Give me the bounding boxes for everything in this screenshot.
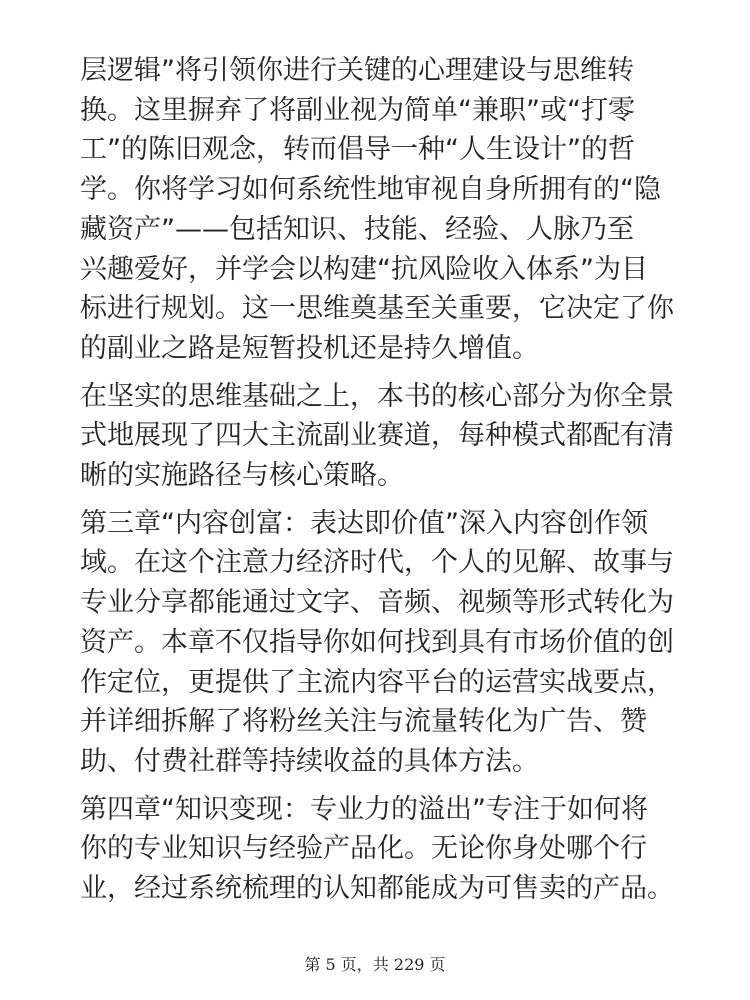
text-line: 工”的陈旧观念，转而倡导一种“人生设计”的哲 xyxy=(80,134,635,166)
text-line: 换。这里摒弃了将副业视为简单“兼职”或“打零 xyxy=(80,94,635,126)
text-line: 域。在这个注意力经济时代，个人的见解、故事与 xyxy=(80,547,674,579)
text-line: 的副业之路是短暂投机还是持久增值。 xyxy=(80,332,539,364)
paragraph-3 xyxy=(80,504,680,782)
text-line: 业，经过系统梳理的认知都能成为可售卖的产品。 xyxy=(80,873,674,905)
page-body xyxy=(80,51,680,917)
text-line: 藏资产”——包括知识、技能、经验、人脉乃至 xyxy=(80,213,634,245)
text-line: 第三章“内容创富：表达即价值”深入内容创作领 xyxy=(80,507,648,539)
text-line: 专业分享都能通过文字、音频、视频等形式转化为 xyxy=(80,587,674,619)
text-line: 式地展现了四大主流副业赛道，每种模式都配有清 xyxy=(80,420,674,452)
text-line: 在坚实的思维基础之上，本书的核心部分为你全景 xyxy=(80,380,674,412)
text-line: 标进行规划。这一思维奠基至关重要，它决定了你 xyxy=(80,293,674,325)
text-line: 助、付费社群等持续收益的具体方法。 xyxy=(80,745,539,777)
text-line: 晰的实施路径与核心策略。 xyxy=(80,460,404,492)
text-line: 作定位，更提供了主流内容平台的运营实战要点， xyxy=(80,666,674,698)
text-line: 学。你将学习如何系统性地审视自身所拥有的“隐 xyxy=(80,174,661,206)
text-line: 第四章“知识变现：专业力的溢出”专注于如何将 xyxy=(80,793,648,825)
paragraph-2 xyxy=(80,377,680,496)
text-line: 层逻辑”将引领你进行关键的心理建设与思维转 xyxy=(80,55,634,86)
text-line: 并详细拆解了将粉丝关注与流量转化为广告、赞 xyxy=(80,706,647,738)
text-line: 你的专业知识与经验产品化。无论你身处哪个行 xyxy=(80,833,647,865)
paragraph-1 xyxy=(80,51,680,369)
text-line: 兴趣爱好，并学会以构建“抗风险收入体系”为目 xyxy=(80,253,648,285)
text-line: 资产。本章不仅指导你如何找到具有市场价值的创 xyxy=(80,626,674,658)
paragraph-4 xyxy=(80,790,680,909)
page-number: 第 5 页，共 229 页 xyxy=(304,955,446,974)
